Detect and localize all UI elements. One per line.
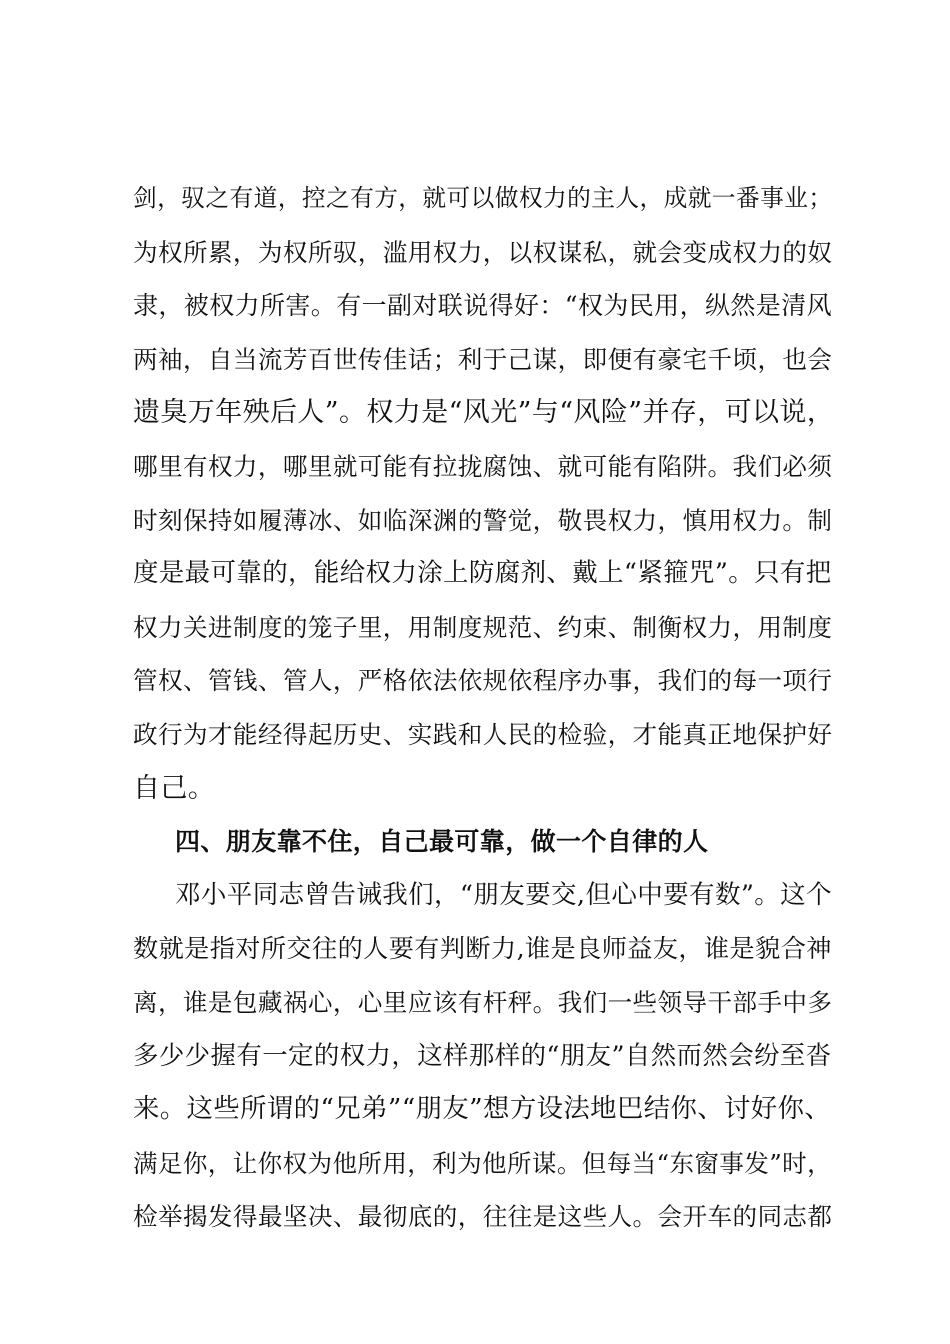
text-line: 隶，被权力所害。有一副对联说得好：“权为民用，纵然是清风 xyxy=(133,291,832,321)
text-line: 离，谁是包藏祸心，心里应该有杆秤。我们一些领导干部手中多 xyxy=(133,987,833,1017)
text-line: 自己。 xyxy=(133,772,216,804)
text-line: 两袖，自当流芳百世传佳话；利于己谋，即便有豪宅千顷，也会 xyxy=(133,344,833,374)
text-line: 政行为才能经得起历史、实践和人民的检验，才能真正地保护好 xyxy=(133,719,833,749)
text-line: 度是最可靠的，能给权力涂上防腐剂、戴上“紧箍咒”。只有把 xyxy=(133,558,832,589)
section-heading: 四、朋友靠不住，自己最可靠，做一个自律的人 xyxy=(175,827,709,857)
text-line: 权力关进制度的笼子里，用制度规范、约束、制衡权力，用制度 xyxy=(133,612,833,642)
text-line: 数就是指对所交往的人要有判断力,谁是良师益友，谁是貌合神 xyxy=(133,934,832,964)
document-body xyxy=(133,172,835,1244)
text-line: 多少少握有一定的权力，这样那样的“朋友”自然而然会纷至沓 xyxy=(133,1040,832,1071)
text-line: 时刻保持如履薄冰、如临深渊的警觉，敬畏权力，慎用权力。制 xyxy=(133,505,833,535)
text-line: 检举揭发得最坚决、最彻底的，往往是这些人。会开车的同志都 xyxy=(133,1202,833,1232)
text-line: 为权所累，为权所驭，滥用权力，以权谋私，就会变成权力的奴 xyxy=(133,237,833,267)
text-line: 遗臭万年殃后人”。权力是“风光”与“风险”并存，可以说， xyxy=(133,397,835,429)
text-line: 满足你，让你权为他所用，利为他所谋。但每当“东窗事发”时， xyxy=(133,1148,833,1178)
paragraph-first-line: 邓小平同志曾告诫我们，“朋友要交,但心中要有数”。这个 xyxy=(175,879,832,910)
text-line: 哪里有权力，哪里就可能有拉拢腐蚀、就可能有陷阱。我们必须 xyxy=(133,451,833,481)
text-line: 管权、管钱、管人，严格依法依规依程序办事，我们的每一项行 xyxy=(133,666,833,696)
text-line: 剑，驭之有道，控之有方，就可以做权力的主人，成就一番事业； xyxy=(133,184,833,212)
text-line: 来。这些所谓的“兄弟”“朋友”想方设法地巴结你、讨好你、 xyxy=(133,1094,832,1125)
